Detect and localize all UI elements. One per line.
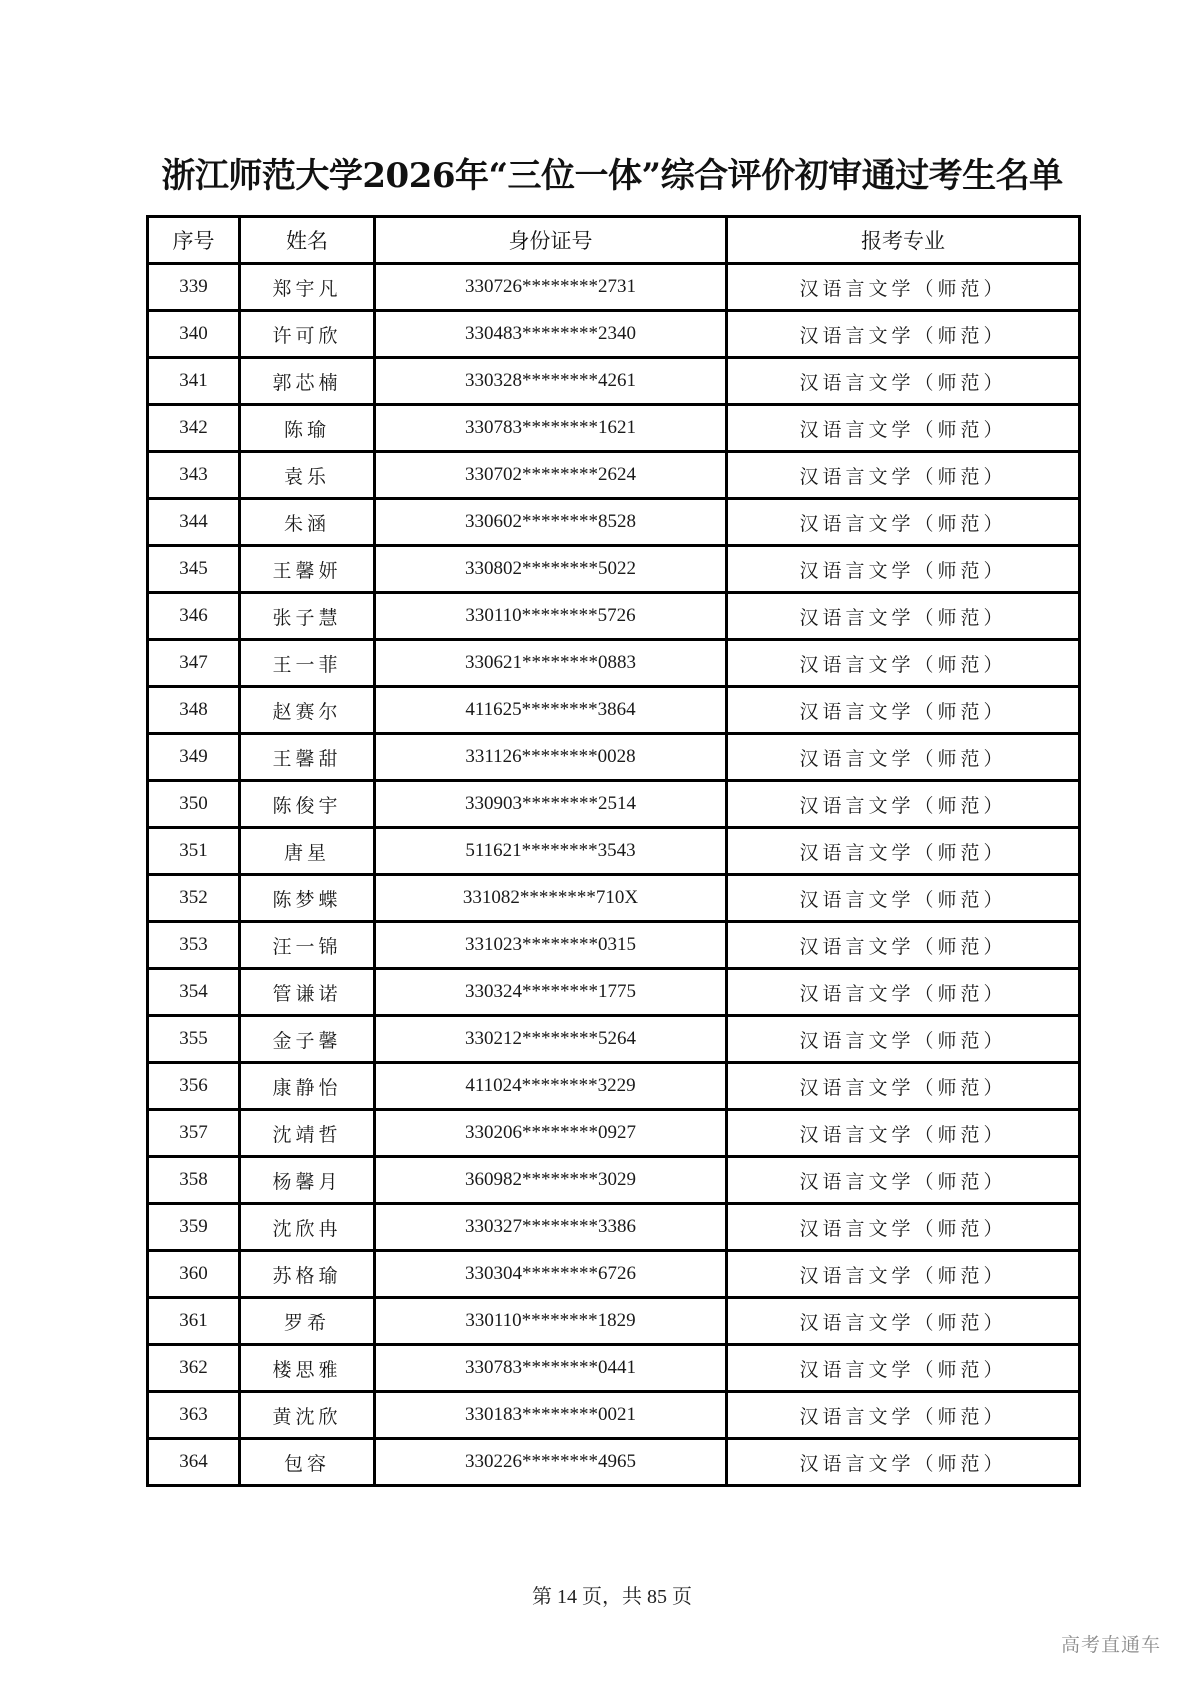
cell-name: 沈靖哲 bbox=[240, 1110, 375, 1157]
cell-seq: 348 bbox=[148, 687, 240, 734]
cell-name: 康静怡 bbox=[240, 1063, 375, 1110]
cell-id: 330783********1621 bbox=[375, 405, 727, 452]
cell-id: 360982********3029 bbox=[375, 1157, 727, 1204]
cell-name: 郭芯楠 bbox=[240, 358, 375, 405]
cell-major: 汉语言文学（师范） bbox=[727, 969, 1080, 1016]
cell-major: 汉语言文学（师范） bbox=[727, 828, 1080, 875]
cell-name: 杨馨月 bbox=[240, 1157, 375, 1204]
cell-major: 汉语言文学（师范） bbox=[727, 264, 1080, 311]
table-row bbox=[148, 593, 1080, 640]
cell-seq: 346 bbox=[148, 593, 240, 640]
table-row bbox=[148, 546, 1080, 593]
cell-name: 张子慧 bbox=[240, 593, 375, 640]
table-row bbox=[148, 875, 1080, 922]
cell-seq: 355 bbox=[148, 1016, 240, 1063]
table-row bbox=[148, 1016, 1080, 1063]
column-header-name: 姓名 bbox=[240, 217, 375, 264]
cell-name: 王馨甜 bbox=[240, 734, 375, 781]
cell-seq: 345 bbox=[148, 546, 240, 593]
cell-name: 楼思雅 bbox=[240, 1345, 375, 1392]
cell-name: 包容 bbox=[240, 1439, 375, 1486]
cell-name: 沈欣冉 bbox=[240, 1204, 375, 1251]
cell-id: 330226********4965 bbox=[375, 1439, 727, 1486]
column-header-major: 报考专业 bbox=[727, 217, 1080, 264]
cell-name: 陈瑜 bbox=[240, 405, 375, 452]
table-header-row bbox=[148, 217, 1080, 264]
cell-seq: 363 bbox=[148, 1392, 240, 1439]
cell-major: 汉语言文学（师范） bbox=[727, 1204, 1080, 1251]
table-row bbox=[148, 1345, 1080, 1392]
cell-id: 330903********2514 bbox=[375, 781, 727, 828]
cell-id: 330726********2731 bbox=[375, 264, 727, 311]
table-row bbox=[148, 405, 1080, 452]
cell-seq: 353 bbox=[148, 922, 240, 969]
cell-major: 汉语言文学（师范） bbox=[727, 1063, 1080, 1110]
cell-name: 王馨妍 bbox=[240, 546, 375, 593]
cell-id: 331082********710X bbox=[375, 875, 727, 922]
cell-major: 汉语言文学（师范） bbox=[727, 593, 1080, 640]
cell-id: 330602********8528 bbox=[375, 499, 727, 546]
cell-id: 330183********0021 bbox=[375, 1392, 727, 1439]
cell-major: 汉语言文学（师范） bbox=[727, 1110, 1080, 1157]
table-body bbox=[148, 264, 1080, 1486]
cell-seq: 349 bbox=[148, 734, 240, 781]
cell-seq: 352 bbox=[148, 875, 240, 922]
cell-major: 汉语言文学（师范） bbox=[727, 781, 1080, 828]
cell-seq: 356 bbox=[148, 1063, 240, 1110]
cell-seq: 354 bbox=[148, 969, 240, 1016]
cell-name: 黄沈欣 bbox=[240, 1392, 375, 1439]
table-row bbox=[148, 640, 1080, 687]
cell-major: 汉语言文学（师范） bbox=[727, 1345, 1080, 1392]
table-row bbox=[148, 969, 1080, 1016]
cell-id: 411625********3864 bbox=[375, 687, 727, 734]
cell-name: 管谦诺 bbox=[240, 969, 375, 1016]
cell-id: 330621********0883 bbox=[375, 640, 727, 687]
cell-seq: 359 bbox=[148, 1204, 240, 1251]
cell-major: 汉语言文学（师范） bbox=[727, 311, 1080, 358]
table-row bbox=[148, 452, 1080, 499]
cell-name: 金子馨 bbox=[240, 1016, 375, 1063]
column-header-seq: 序号 bbox=[148, 217, 240, 264]
table-row bbox=[148, 1063, 1080, 1110]
cell-id: 330783********0441 bbox=[375, 1345, 727, 1392]
table-row bbox=[148, 781, 1080, 828]
cell-major: 汉语言文学（师范） bbox=[727, 358, 1080, 405]
cell-major: 汉语言文学（师范） bbox=[727, 405, 1080, 452]
cell-major: 汉语言文学（师范） bbox=[727, 546, 1080, 593]
cell-name: 许可欣 bbox=[240, 311, 375, 358]
page-indicator: 第 14 页，共 85 页 bbox=[532, 1586, 692, 1608]
cell-id: 330324********1775 bbox=[375, 969, 727, 1016]
cell-name: 陈俊宇 bbox=[240, 781, 375, 828]
cell-seq: 347 bbox=[148, 640, 240, 687]
table-row bbox=[148, 358, 1080, 405]
cell-name: 罗希 bbox=[240, 1298, 375, 1345]
cell-major: 汉语言文学（师范） bbox=[727, 922, 1080, 969]
cell-major: 汉语言文学（师范） bbox=[727, 1157, 1080, 1204]
cell-major: 汉语言文学（师范） bbox=[727, 1016, 1080, 1063]
cell-id: 330206********0927 bbox=[375, 1110, 727, 1157]
cell-seq: 362 bbox=[148, 1345, 240, 1392]
column-header-id: 身份证号 bbox=[375, 217, 727, 264]
cell-name: 唐星 bbox=[240, 828, 375, 875]
cell-seq: 339 bbox=[148, 264, 240, 311]
cell-seq: 343 bbox=[148, 452, 240, 499]
cell-id: 411024********3229 bbox=[375, 1063, 727, 1110]
cell-major: 汉语言文学（师范） bbox=[727, 875, 1080, 922]
cell-id: 330327********3386 bbox=[375, 1204, 727, 1251]
table-row bbox=[148, 828, 1080, 875]
cell-major: 汉语言文学（师范） bbox=[727, 640, 1080, 687]
cell-id: 330483********2340 bbox=[375, 311, 727, 358]
cell-name: 陈梦蝶 bbox=[240, 875, 375, 922]
table-row bbox=[148, 264, 1080, 311]
cell-id: 330110********5726 bbox=[375, 593, 727, 640]
cell-name: 王一菲 bbox=[240, 640, 375, 687]
cell-seq: 351 bbox=[148, 828, 240, 875]
table-row bbox=[148, 687, 1080, 734]
watermark: 高考直通车 bbox=[1060, 1634, 1161, 1656]
cell-id: 330212********5264 bbox=[375, 1016, 727, 1063]
table-row bbox=[148, 922, 1080, 969]
table-row bbox=[148, 1157, 1080, 1204]
cell-seq: 342 bbox=[148, 405, 240, 452]
table-row bbox=[148, 1298, 1080, 1345]
cell-seq: 341 bbox=[148, 358, 240, 405]
cell-seq: 344 bbox=[148, 499, 240, 546]
cell-seq: 350 bbox=[148, 781, 240, 828]
cell-name: 袁乐 bbox=[240, 452, 375, 499]
cell-id: 331023********0315 bbox=[375, 922, 727, 969]
roster-table-container bbox=[146, 215, 1078, 1487]
cell-major: 汉语言文学（师范） bbox=[727, 1392, 1080, 1439]
table-row bbox=[148, 1392, 1080, 1439]
cell-id: 331126********0028 bbox=[375, 734, 727, 781]
cell-seq: 357 bbox=[148, 1110, 240, 1157]
cell-major: 汉语言文学（师范） bbox=[727, 1251, 1080, 1298]
cell-id: 330802********5022 bbox=[375, 546, 727, 593]
table-row bbox=[148, 734, 1080, 781]
cell-id: 330702********2624 bbox=[375, 452, 727, 499]
table-row bbox=[148, 1251, 1080, 1298]
cell-id: 330304********6726 bbox=[375, 1251, 727, 1298]
cell-name: 汪一锦 bbox=[240, 922, 375, 969]
table-row bbox=[148, 1204, 1080, 1251]
cell-id: 330328********4261 bbox=[375, 358, 727, 405]
cell-major: 汉语言文学（师范） bbox=[727, 452, 1080, 499]
cell-id: 511621********3543 bbox=[375, 828, 727, 875]
cell-major: 汉语言文学（师范） bbox=[727, 734, 1080, 781]
cell-seq: 360 bbox=[148, 1251, 240, 1298]
cell-major: 汉语言文学（师范） bbox=[727, 1298, 1080, 1345]
table-row bbox=[148, 499, 1080, 546]
cell-seq: 340 bbox=[148, 311, 240, 358]
cell-name: 朱涵 bbox=[240, 499, 375, 546]
cell-name: 苏格瑜 bbox=[240, 1251, 375, 1298]
cell-id: 330110********1829 bbox=[375, 1298, 727, 1345]
page-title: 浙江师范大学2026年“三位一体”综合评价初审通过考生名单 bbox=[161, 156, 1063, 196]
cell-name: 赵赛尔 bbox=[240, 687, 375, 734]
table-row bbox=[148, 311, 1080, 358]
cell-major: 汉语言文学（师范） bbox=[727, 499, 1080, 546]
cell-seq: 358 bbox=[148, 1157, 240, 1204]
roster-table bbox=[146, 215, 1081, 1487]
cell-major: 汉语言文学（师范） bbox=[727, 687, 1080, 734]
table-row bbox=[148, 1110, 1080, 1157]
table-row bbox=[148, 1439, 1080, 1486]
cell-seq: 364 bbox=[148, 1439, 240, 1486]
cell-name: 郑宇凡 bbox=[240, 264, 375, 311]
cell-major: 汉语言文学（师范） bbox=[727, 1439, 1080, 1486]
cell-seq: 361 bbox=[148, 1298, 240, 1345]
